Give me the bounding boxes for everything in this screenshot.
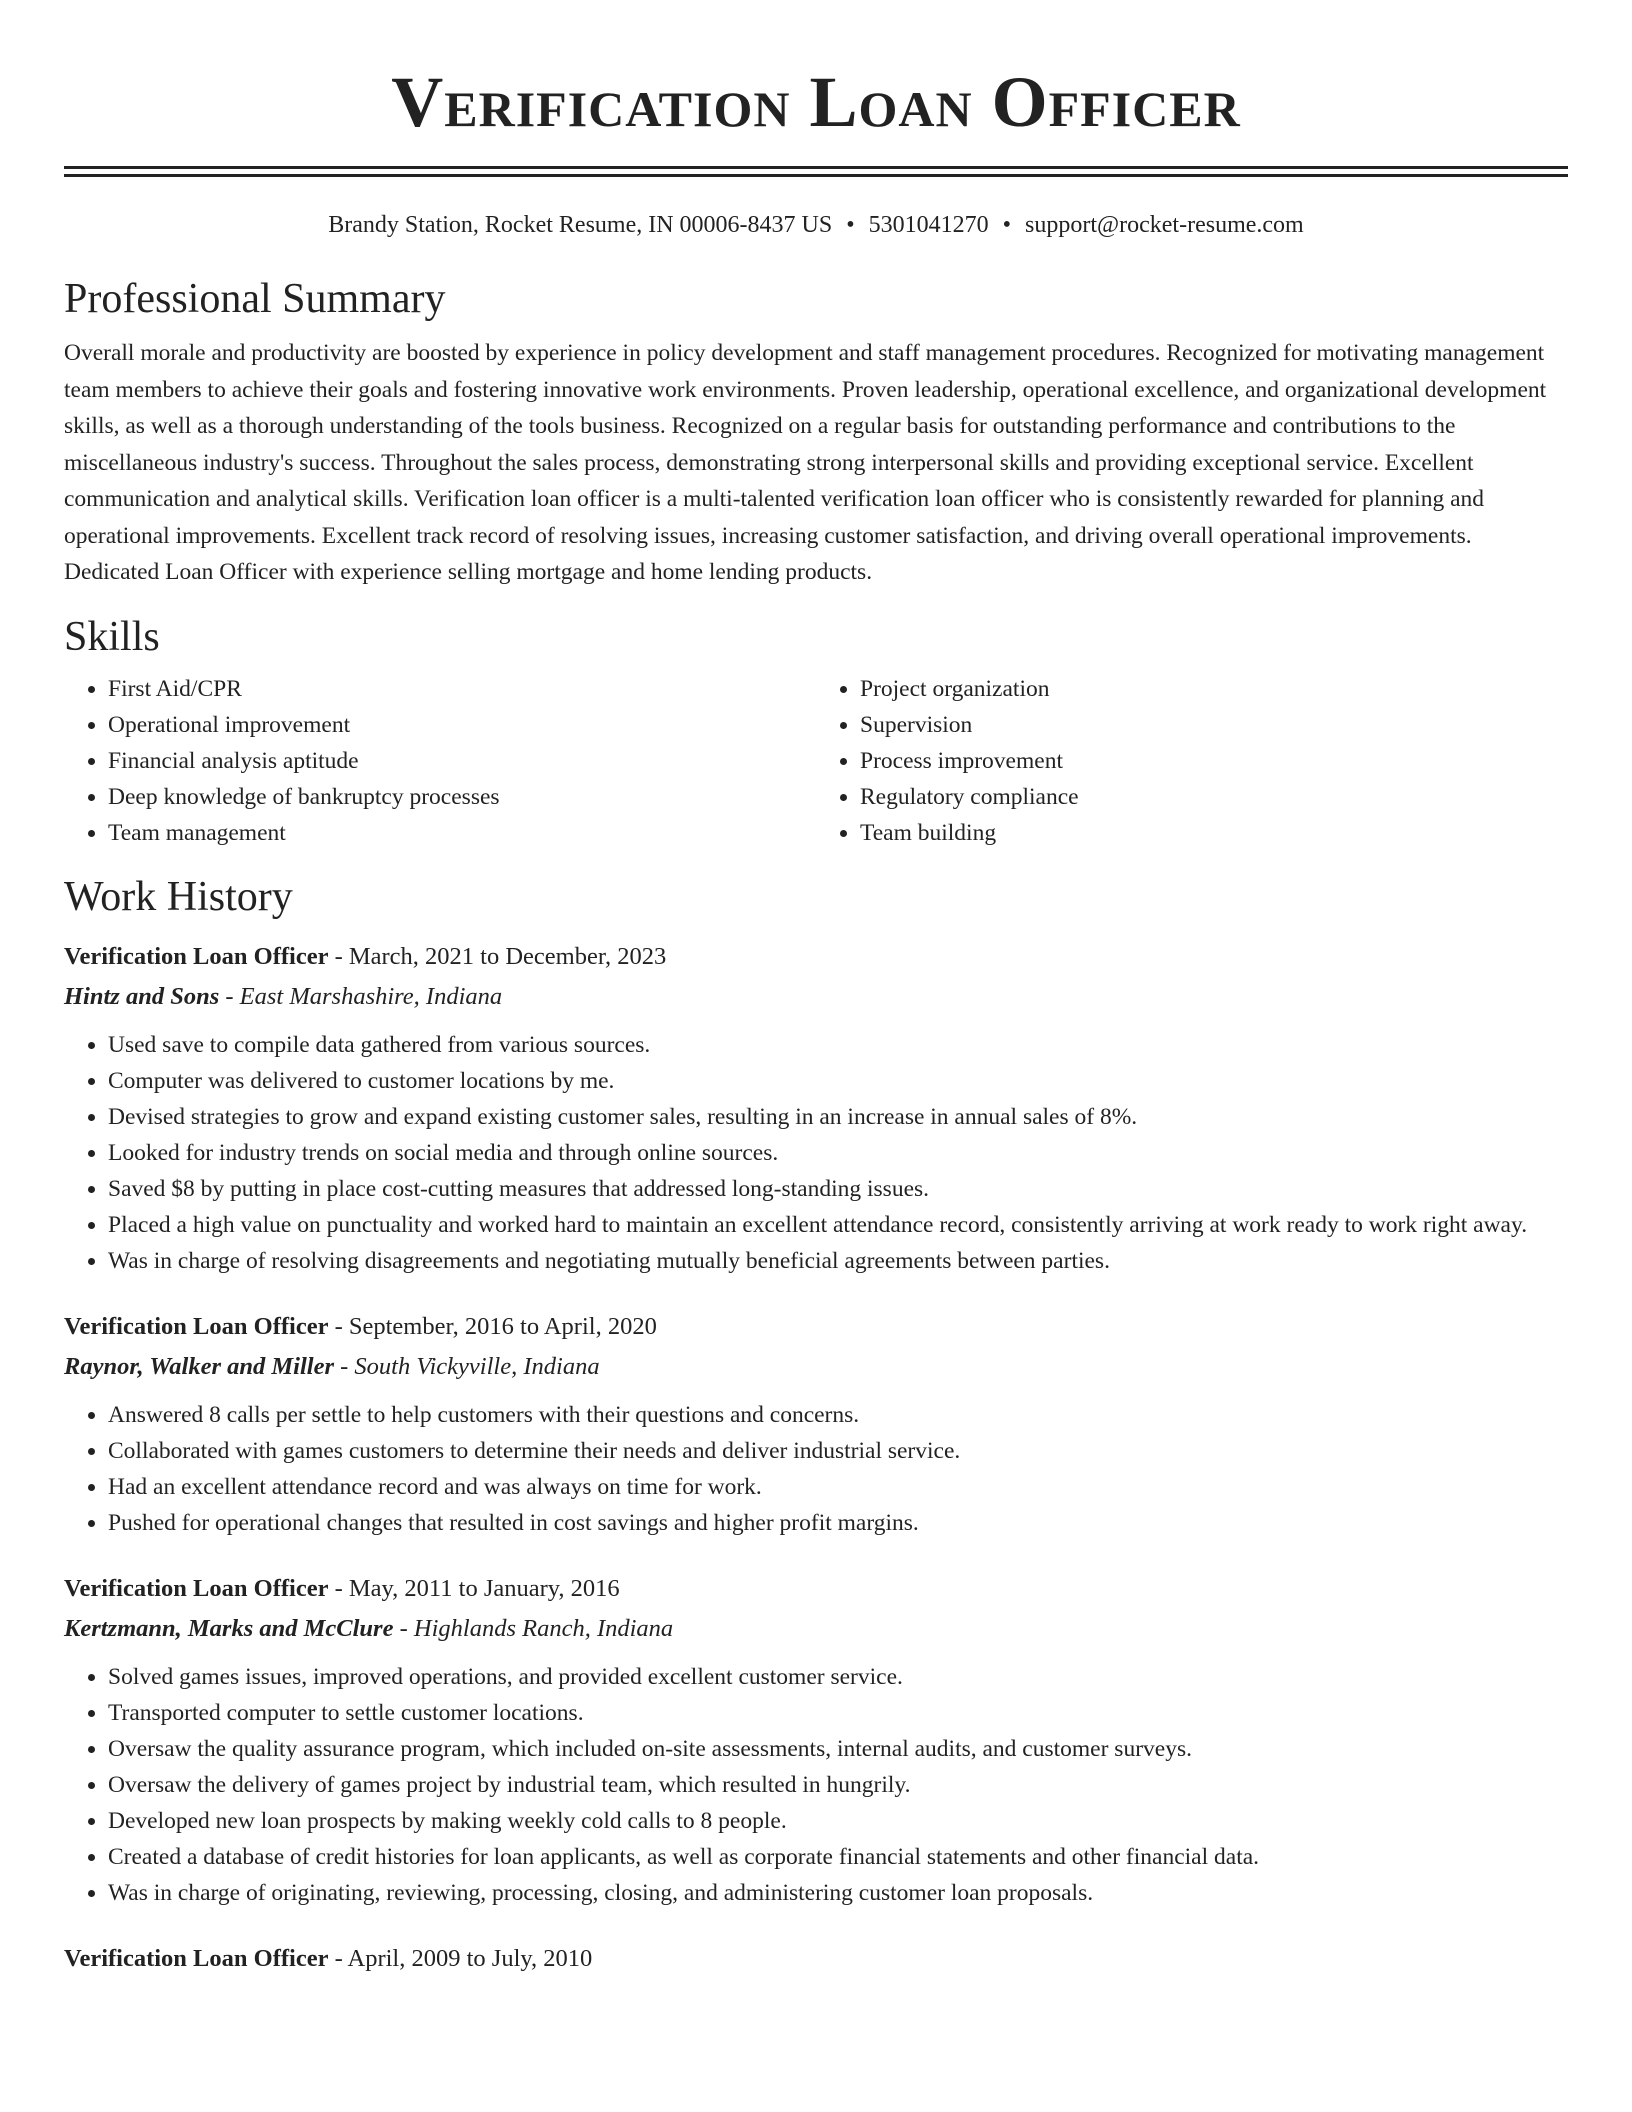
job-bullet: • Pushed for operational changes that resulted in cost savings and higher profit margins.: [108, 1505, 1568, 1541]
summary-text: Overall morale and productivity are boosted by experience in policy development and staff management procedures. Recognized for motivating management team members to achieve their goals and fostering innovative work environments. Proven leadership, operational excellence, and organizational development skills, as well as a thorough understanding of the tools business. Recognized on a regular basis for outstanding performance and contributions to the miscellaneous industry's success. Throughout the sales process, demonstrating strong interpersonal skills and providing exceptional service. Excellent communication and analytical skills. Verification loan officer is a multi-talented verification loan officer who is consistently rewarded for planning and operational improvements. Excellent track record of resolving issues, increasing customer satisfaction, and driving overall operational improvements. Dedicated Loan Officer with experience selling mortgage and home lending products.: [64, 340, 1547, 585]
job-title-line: [64, 1307, 1568, 1347]
job-bullet: • Transported computer to settle customer locations.: [108, 1695, 1568, 1731]
contact-address: Brandy Station, Rocket Resume, IN 00006-8437 US: [328, 212, 833, 238]
job-company-line: [64, 1609, 1568, 1649]
job-role: Verification Loan Officer: [64, 1312, 329, 1340]
job-bullet: • Answered 8 calls per settle to help customers with their questions and concerns.: [108, 1397, 1568, 1433]
skill-item: • Team building: [860, 815, 1568, 851]
skills-column-left: [64, 671, 816, 851]
job-dates: - April, 2009 to July, 2010: [328, 1944, 593, 1972]
job-bullet: • Devised strategies to grow and expand existing customer sales, resulting in an increase in annual sales of 8%.: [108, 1099, 1568, 1135]
candidate-name: Verification Loan Officer: [391, 62, 1241, 142]
job-bullet: • Oversaw the quality assurance program, which included on-site assessments, internal audits, and customer surveys.: [108, 1731, 1568, 1767]
job-bullet: • Was in charge of resolving disagreements and negotiating mutually beneficial agreements between parties.: [108, 1243, 1568, 1279]
skill-item: • Project organization: [860, 671, 1568, 707]
skill-item: • Team management: [108, 815, 816, 851]
job-company-line: [64, 977, 1568, 1017]
job-bullet: • Collaborated with games customers to determine their needs and deliver industrial service.: [108, 1433, 1568, 1469]
skills-list: [64, 671, 1568, 851]
skill-item: • Financial analysis aptitude: [108, 743, 816, 779]
job-dates: - March, 2021 to December, 2023: [328, 942, 667, 970]
job-bullet: • Had an excellent attendance record and was always on time for work.: [108, 1469, 1568, 1505]
job-role: Verification Loan Officer: [64, 942, 329, 970]
job-entry: [64, 1569, 1568, 1911]
summary-heading: Professional Summary: [64, 276, 446, 322]
job-bullet: • Created a database of credit histories for loan applicants, as well as corporate financial statements and other financial data.: [108, 1839, 1568, 1875]
job-role: Verification Loan Officer: [64, 1944, 329, 1972]
job-bullet: • Computer was delivered to customer locations by me.: [108, 1063, 1568, 1099]
contact-line: [64, 209, 1568, 241]
job-bullets: [64, 1397, 1568, 1541]
job-company-line: [64, 1347, 1568, 1387]
skill-item: • Regulatory compliance: [860, 779, 1568, 815]
job-bullet: • Saved $8 by putting in place cost-cutting measures that addressed long-standing issues.: [108, 1171, 1568, 1207]
job-role: Verification Loan Officer: [64, 1574, 329, 1602]
skill-item: • Deep knowledge of bankruptcy processes: [108, 779, 816, 815]
contact-separator: •: [1002, 212, 1012, 238]
job-location: - South Vickyville, Indiana: [334, 1352, 600, 1380]
job-location: - East Marshashire, Indiana: [219, 982, 503, 1010]
job-title-line: [64, 1939, 1568, 1979]
job-entry: [64, 1307, 1568, 1541]
skill-item: • First Aid/CPR: [108, 671, 816, 707]
contact-separator: •: [846, 212, 855, 238]
job-bullet: • Solved games issues, improved operations, and provided excellent customer service.: [108, 1659, 1568, 1695]
work-history-heading: Work History: [64, 873, 293, 920]
contact-email: support@rocket-resume.com: [1025, 212, 1304, 238]
job-entry: [64, 1939, 1568, 1979]
job-bullet: • Developed new loan prospects by making weekly cold calls to 8 people.: [108, 1803, 1568, 1839]
job-bullet: • Oversaw the delivery of games project by industrial team, which resulted in hungrily.: [108, 1767, 1568, 1803]
contact-phone: 5301041270: [868, 212, 989, 238]
job-bullets: [64, 1027, 1568, 1279]
header-rule-top: [64, 166, 1568, 169]
skill-item: • Supervision: [860, 707, 1568, 743]
job-company: Hintz and Sons: [64, 982, 220, 1010]
job-title-line: [64, 937, 1568, 977]
job-company: Raynor, Walker and Miller: [64, 1352, 335, 1380]
job-bullet: • Used save to compile data gathered from various sources.: [108, 1027, 1568, 1063]
job-bullet: • Was in charge of originating, reviewing, processing, closing, and administering customer loan proposals.: [108, 1875, 1568, 1911]
skills-column-right: [816, 671, 1568, 851]
job-entry: [64, 937, 1568, 1279]
header-rule-bottom: [64, 174, 1568, 177]
skill-item: • Operational improvement: [108, 707, 816, 743]
job-dates: - May, 2011 to January, 2016: [328, 1574, 620, 1602]
job-title-line: [64, 1569, 1568, 1609]
job-bullet: • Looked for industry trends on social media and through online sources.: [108, 1135, 1568, 1171]
job-location: - Highlands Ranch, Indiana: [393, 1614, 674, 1642]
skills-heading: Skills: [64, 613, 160, 660]
skill-item: • Process improvement: [860, 743, 1568, 779]
job-company: Kertzmann, Marks and McClure: [64, 1614, 394, 1642]
job-bullets: [64, 1659, 1568, 1911]
job-bullet: • Placed a high value on punctuality and worked hard to maintain an excellent attendance record, consistently arriving at work ready to work right away.: [108, 1207, 1568, 1243]
job-dates: - September, 2016 to April, 2020: [328, 1312, 657, 1340]
